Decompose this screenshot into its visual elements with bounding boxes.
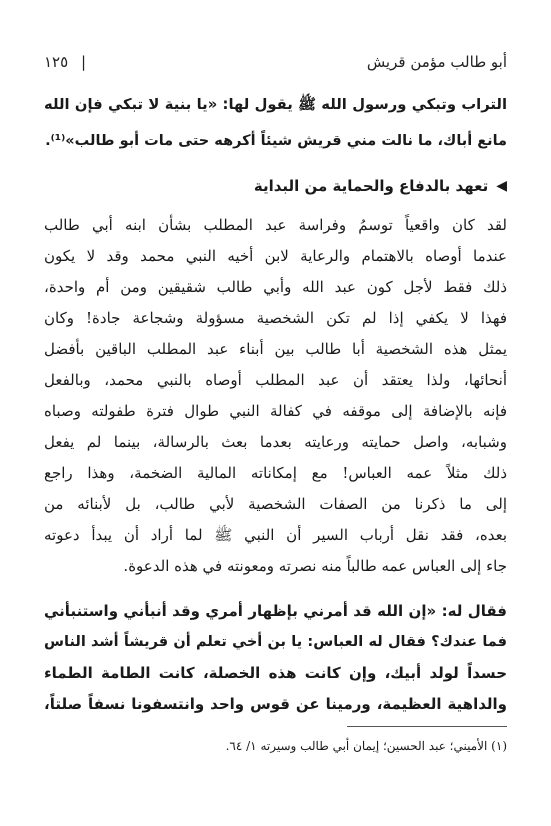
section-heading-text: تعهد بالدفاع والحماية من البداية: [253, 177, 489, 195]
page-number-group: [44, 53, 94, 71]
paragraph-line: جاء إلى العباس عمه طالباً منه نصرته ومعونته في هذه الدعوة.: [123, 557, 507, 575]
intro-line: التراب وتبكي ورسول الله ﷺ يقول لها: «يا بنية لا تبكي فإن الله: [44, 96, 507, 113]
footnote-divider: [347, 726, 507, 727]
paragraph-line: إلى ما ذكرنا من الصفات الشخصية لأبي طالب، بل لأبنائه من: [44, 495, 507, 513]
paragraph-line: فإنه بالإضافة إلى موقفه في كفالة النبي طوال فترة طفولته وصباه: [44, 402, 507, 420]
footnote: (١) الأميني؛ عبد الحسين؛ إيمان أبي طالب وسيرته ١/ ٦٤.: [225, 739, 507, 753]
section-heading: [254, 171, 507, 201]
paragraph-line: يمثل هذه الشخصية أبا طالب بين أبناء عبد المطلب الباقين بأفضل: [44, 340, 507, 358]
intro-line: مانع أباك، ما نالت مني قريش شيئاً أكرهه حتى مات أبو طالب»⁽¹⁾.: [45, 133, 507, 149]
paragraph-line: فهذا لا يكفي إذا لم تكن الشخصية مسؤولة وشجاعة جادة! وكان: [44, 309, 507, 327]
paragraph-line: بعده، فقد نقل أرباب السير أن النبي ﷺ لما أراد أن يبدأ دعوته: [44, 526, 507, 544]
paragraph-line: ذلك فقط لأجل كون عبد الله وأبي طالب شقيقين ومن أم واحدة،: [44, 278, 507, 296]
quote-line: فقال له: «إن الله قد أمرني بإظهار أمري وقد أنبأني واستنبأني: [44, 602, 507, 620]
paragraph-line: عندما أوصاه بالاهتمام والرعاية لابن أخيه النبي محمد وقد لا يكون: [44, 247, 507, 265]
quote-line: والداهية العظيمة، ورمينا عن قوس واحد وانتسفونا نسفاً صلتاً،: [44, 695, 507, 713]
running-header: [44, 46, 507, 78]
paragraph-line: وشبابه، واصل حمايته ورعايته بعدما بعث بالرسالة، بينما لم يفعل: [44, 433, 507, 451]
quote-line: فما عندك؟ فقال له العباس: يا بن أخي تعلم أن قريشاً أشد الناس: [44, 634, 507, 650]
triangle-marker-icon: ◀: [496, 178, 507, 194]
running-title: أبو طالب مؤمن قريش: [366, 53, 507, 71]
paragraph-line: ذلك مثلاً عمه العباس! مع إمكاناته المالية الضخمة، وهذا راجع: [44, 464, 507, 482]
page-number: ١٢٥: [44, 53, 69, 71]
paragraph-line: لقد كان واقعياً توسمُ وفراسة عبد المطلب بشأن ابنه أبي طالب: [44, 216, 507, 234]
quote-line: حسداً لولد أبيك، وإن كانت هذه الخصلة، كانت الطامة الطماء: [44, 664, 507, 682]
paragraph-line: أنحائها، ولذا يعتقد أن عبد المطلب أوصاه بالنبي محمد، وبالفعل: [44, 371, 507, 389]
header-separator: |: [80, 53, 87, 71]
